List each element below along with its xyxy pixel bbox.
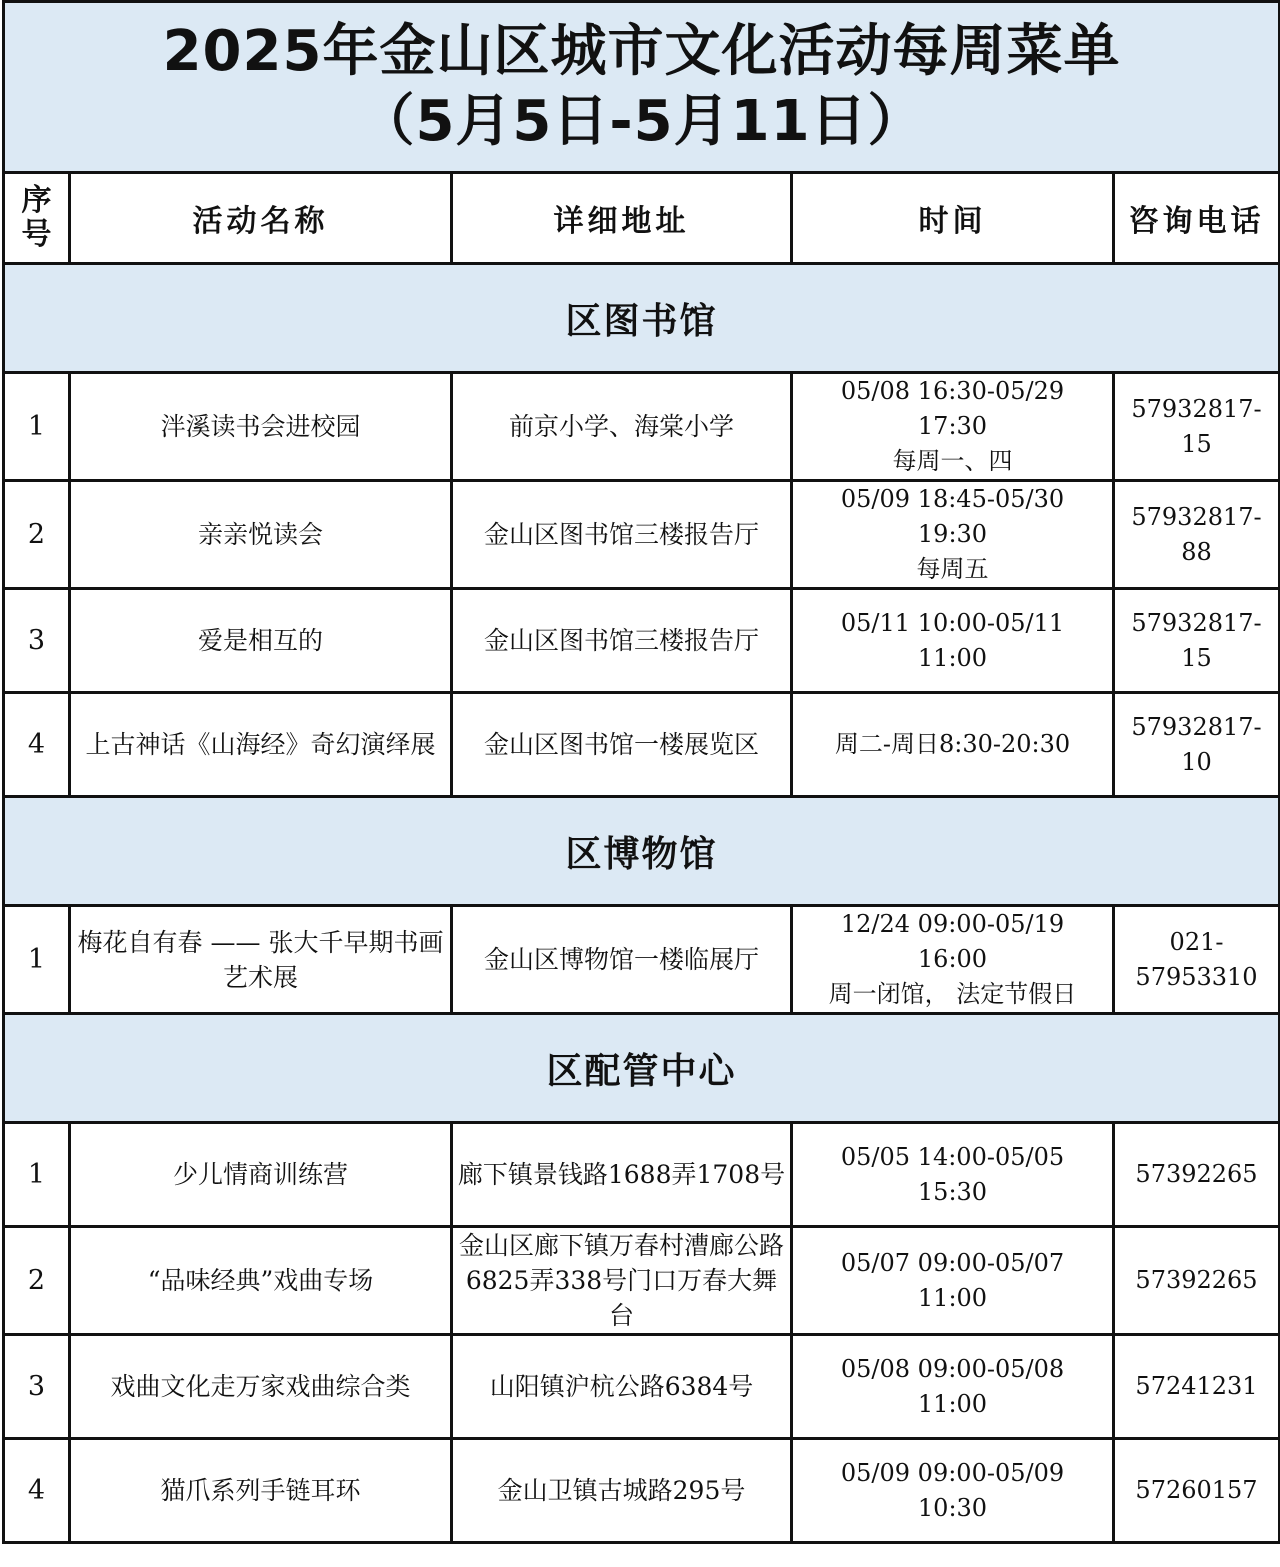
- title-row: [4, 2, 1280, 173]
- row-address-text: 金山区廊下镇万春村漕廊公路6825弄338号门口万春大舞台: [458, 1231, 784, 1330]
- section-title: 区图书馆: [4, 264, 1280, 373]
- row-time: [792, 373, 1114, 481]
- time-line: 05/09 09:00-05/09: [840, 1458, 1065, 1487]
- time-line: 05/05 14:00-05/05: [840, 1142, 1065, 1171]
- row-time: [792, 906, 1114, 1014]
- row-time: [792, 1227, 1114, 1335]
- header-index: [4, 173, 70, 264]
- row-phone: [1114, 1227, 1280, 1335]
- row-index-text: 2: [27, 519, 46, 550]
- time-line: 11:00: [917, 643, 988, 672]
- row-index-text: 1: [27, 944, 46, 975]
- row-address-text: 前京小学、海棠小学: [508, 412, 734, 441]
- row-address: [452, 373, 792, 481]
- row-phone-text: 021-57953310: [1135, 927, 1258, 991]
- row-phone-text: 57932817-15: [1131, 608, 1262, 672]
- section-title: 区配管中心: [4, 1014, 1280, 1123]
- time-line: 11:00: [917, 1283, 988, 1312]
- row-phone: [1114, 481, 1280, 589]
- row-index: [4, 589, 70, 693]
- row-time: [792, 1123, 1114, 1227]
- header-address: 详细地址: [452, 173, 792, 264]
- row-address: [452, 589, 792, 693]
- row-address-text: 金山卫镇古城路295号: [497, 1476, 746, 1505]
- row-phone-text: 57932817-15: [1131, 394, 1262, 458]
- time-line: 12/24 09:00-05/19: [840, 910, 1065, 938]
- section-title: 区博物馆: [4, 797, 1280, 906]
- header-index-char-2: 号: [21, 217, 52, 252]
- row-address: [452, 1123, 792, 1227]
- row-index: [4, 481, 70, 589]
- row-address-text: 金山区博物馆一楼临展厅: [483, 945, 759, 974]
- table-row: [4, 1439, 1280, 1543]
- table-row: [4, 373, 1280, 481]
- row-index: [4, 373, 70, 481]
- section-row: [4, 1014, 1280, 1123]
- row-phone: [1114, 1123, 1280, 1227]
- time-line: 05/08 16:30-05/29: [840, 377, 1065, 405]
- table-row: [4, 693, 1280, 797]
- row-index-text: 3: [27, 1371, 46, 1402]
- row-activity-name: [70, 906, 452, 1014]
- row-activity-name: [70, 1439, 452, 1543]
- row-phone: [1114, 906, 1280, 1014]
- time-line: 05/08 09:00-05/08: [840, 1354, 1065, 1383]
- row-time: [792, 693, 1114, 797]
- table-row: [4, 1123, 1280, 1227]
- header-time: 时间: [792, 173, 1114, 264]
- row-index-text: 4: [27, 1475, 46, 1506]
- page-title: [4, 2, 1280, 173]
- row-index-text: 2: [27, 1265, 46, 1296]
- row-phone: [1114, 1335, 1280, 1439]
- time-line: 17:30: [917, 412, 988, 440]
- row-index-text: 1: [27, 1159, 46, 1190]
- time-line: 每周五: [916, 555, 989, 583]
- row-activity-name-text: 爱是相互的: [197, 626, 323, 655]
- row-activity-name-text: 猫爪系列手链耳环: [160, 1476, 361, 1505]
- row-phone: [1114, 373, 1280, 481]
- time-line: 05/09 18:45-05/30: [840, 485, 1065, 513]
- header-index-char-1: 序: [21, 183, 52, 218]
- row-activity-name: [70, 1227, 452, 1335]
- title-line-2: （5月5日-5月11日）: [358, 89, 925, 154]
- table-row: [4, 481, 1280, 589]
- time-line: 10:30: [917, 1493, 988, 1522]
- table-body: [4, 264, 1280, 1543]
- row-address: [452, 1439, 792, 1543]
- table-row: [4, 1335, 1280, 1439]
- time-line: 15:30: [917, 1177, 988, 1206]
- table-row: [4, 589, 1280, 693]
- row-phone: [1114, 693, 1280, 797]
- row-phone: [1114, 589, 1280, 693]
- row-time: [792, 1439, 1114, 1543]
- row-address-text: 金山区图书馆三楼报告厅: [483, 520, 759, 549]
- row-time: [792, 1335, 1114, 1439]
- row-phone-text: 57260157: [1135, 1476, 1258, 1504]
- row-time: [792, 589, 1114, 693]
- row-address: [452, 906, 792, 1014]
- row-address-text: 山阳镇沪杭公路6384号: [489, 1372, 754, 1401]
- row-activity-name-text: 泮溪读书会进校园: [160, 412, 361, 441]
- row-activity-name-text: 少儿情商训练营: [172, 1160, 348, 1189]
- row-address: [452, 693, 792, 797]
- row-activity-name-text: “品味经典”戏曲专场: [147, 1266, 374, 1295]
- time-line: 05/07 09:00-05/07: [840, 1248, 1065, 1277]
- row-phone-text: 57932817-10: [1131, 712, 1262, 776]
- activity-table: [2, 0, 1280, 1544]
- row-activity-name-text: 亲亲悦读会: [197, 520, 323, 549]
- row-phone: [1114, 1439, 1280, 1543]
- row-index-text: 4: [27, 729, 46, 760]
- row-phone-text: 57392265: [1135, 1160, 1258, 1188]
- row-index: [4, 1439, 70, 1543]
- row-phone-text: 57932817-88: [1131, 502, 1262, 566]
- section-row: [4, 797, 1280, 906]
- row-address-text: 金山区图书馆三楼报告厅: [483, 626, 759, 655]
- row-address-text: 廊下镇景钱路1688弄1708号: [457, 1160, 786, 1189]
- title-line-1: 2025年金山区城市文化活动每周菜单: [162, 19, 1121, 84]
- table-row: [4, 906, 1280, 1014]
- row-index: [4, 1227, 70, 1335]
- row-activity-name: [70, 1335, 452, 1439]
- row-index: [4, 693, 70, 797]
- row-time: [792, 481, 1114, 589]
- row-index-text: 3: [27, 625, 46, 656]
- row-index-text: 1: [27, 411, 46, 442]
- table-row: [4, 1227, 1280, 1335]
- time-line: 周二-周日8:30-20:30: [834, 730, 1071, 758]
- row-index: [4, 1335, 70, 1439]
- time-line: 16:00: [917, 945, 988, 973]
- row-activity-name-text: 梅花自有春 —— 张大千早期书画艺术展: [77, 927, 444, 992]
- row-activity-name-text: 戏曲文化走万家戏曲综合类: [110, 1372, 411, 1401]
- header-phone: 咨询电话: [1114, 173, 1280, 264]
- row-phone-text: 57392265: [1135, 1266, 1258, 1294]
- row-activity-name: [70, 373, 452, 481]
- row-activity-name: [70, 693, 452, 797]
- time-line: 19:30: [917, 520, 988, 548]
- row-address: [452, 481, 792, 589]
- row-address: [452, 1335, 792, 1439]
- time-line: 05/11 10:00-05/11: [840, 608, 1065, 637]
- row-index: [4, 1123, 70, 1227]
- activity-table-sheet: [2, 0, 1278, 1544]
- header-row: [4, 173, 1280, 264]
- row-address-text: 金山区图书馆一楼展览区: [483, 730, 759, 759]
- row-index: [4, 906, 70, 1014]
- row-activity-name-text: 上古神话《山海经》奇幻演绎展: [85, 730, 436, 759]
- time-line: 每周一、四: [892, 447, 1013, 475]
- time-line: 周一闭馆， 法定节假日: [828, 980, 1077, 1008]
- row-address: [452, 1227, 792, 1335]
- row-phone-text: 57241231: [1135, 1372, 1258, 1400]
- time-line: 11:00: [917, 1389, 988, 1418]
- header-name: 活动名称: [70, 173, 452, 264]
- section-row: [4, 264, 1280, 373]
- row-activity-name: [70, 1123, 452, 1227]
- row-activity-name: [70, 481, 452, 589]
- row-activity-name: [70, 589, 452, 693]
